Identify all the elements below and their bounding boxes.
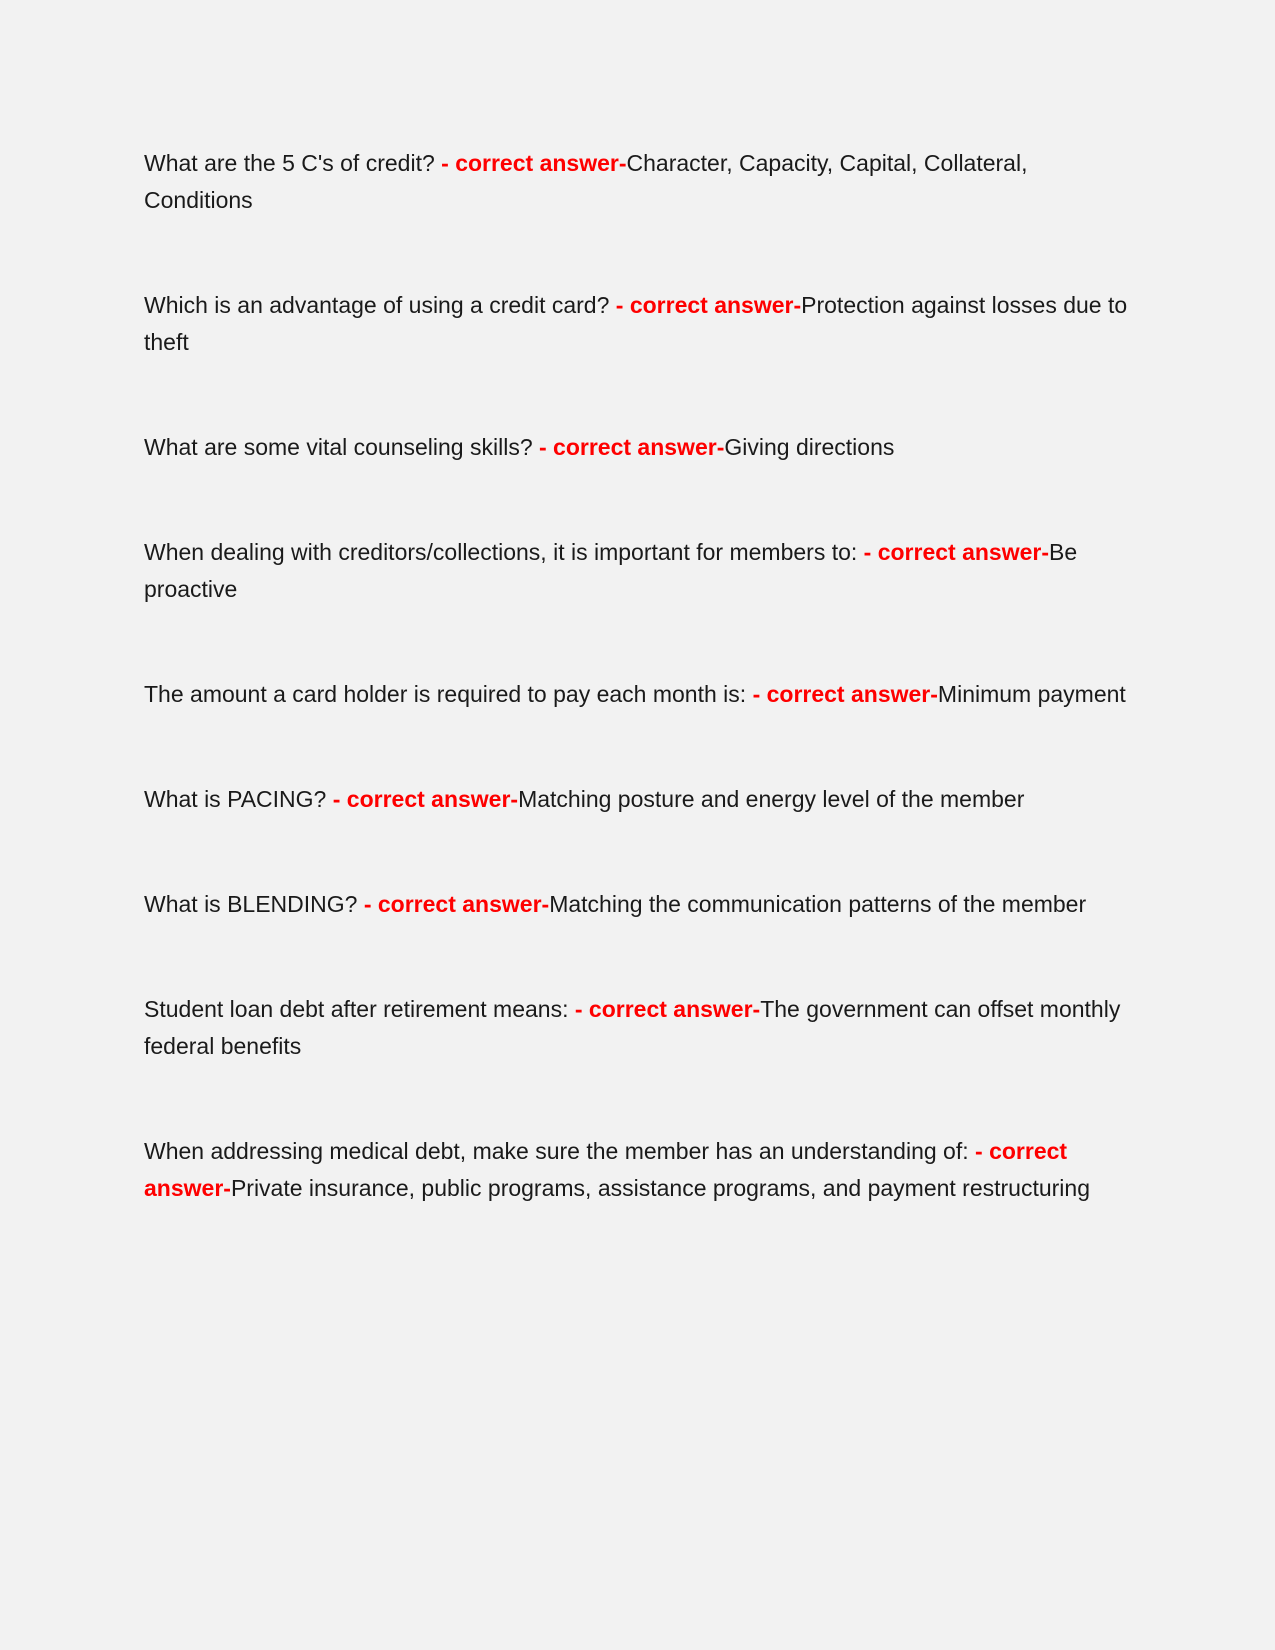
answer-text: Private insurance, public programs, assistance programs, and payment restructuring: [230, 1175, 1091, 1201]
correct-answer-marker: - correct answer-: [441, 150, 627, 176]
question-text: Student loan debt after retirement means:: [144, 996, 575, 1022]
answer-text: Protection against losses due to theft: [144, 292, 1128, 355]
correct-answer-marker: - correct answer-: [863, 539, 1050, 565]
qa-item: [144, 145, 1135, 219]
qa-item: [144, 886, 1135, 923]
question-text: Which is an advantage of using a credit card?: [144, 292, 616, 318]
question-text: When addressing medical debt, make sure the member has an understanding of:: [144, 1138, 976, 1164]
answer-text: Giving directions: [724, 434, 895, 460]
answer-text: The government can offset monthly federal benefits: [144, 996, 1121, 1059]
qa-item: [144, 676, 1135, 713]
question-text: What is PACING?: [144, 786, 333, 812]
correct-answer-marker: - correct answer-: [615, 292, 802, 318]
qa-item: [144, 534, 1135, 608]
correct-answer-marker: - correct answer-: [752, 681, 938, 707]
answer-text: Matching posture and energy level of the member: [518, 786, 1025, 812]
question-text: What are some vital counseling skills?: [144, 434, 539, 460]
question-text: What are the 5 C's of credit?: [144, 150, 442, 176]
correct-answer-marker: - correct answer-: [332, 786, 519, 812]
question-text: When dealing with creditors/collections, it is important for members to:: [144, 539, 864, 565]
qa-item: [144, 991, 1135, 1065]
answer-text: Be proactive: [144, 539, 1078, 602]
qa-item: [144, 781, 1135, 818]
correct-answer-marker: - correct answer-: [539, 434, 725, 460]
correct-answer-marker: - correct answer-: [363, 891, 550, 917]
answer-text: Matching the communication patterns of the member: [549, 891, 1087, 917]
answer-text: Minimum payment: [937, 681, 1126, 707]
correct-answer-marker: - correct answer-: [574, 996, 761, 1022]
correct-answer-marker: - correct answer-: [144, 1138, 1068, 1201]
qa-item: [144, 1133, 1135, 1207]
answer-text: Character, Capacity, Capital, Collateral, Conditions: [144, 150, 1028, 213]
qa-item: [144, 429, 1135, 466]
question-text: What is BLENDING?: [144, 891, 364, 917]
question-text: The amount a card holder is required to pay each month is:: [144, 681, 753, 707]
qa-item: [144, 287, 1135, 361]
